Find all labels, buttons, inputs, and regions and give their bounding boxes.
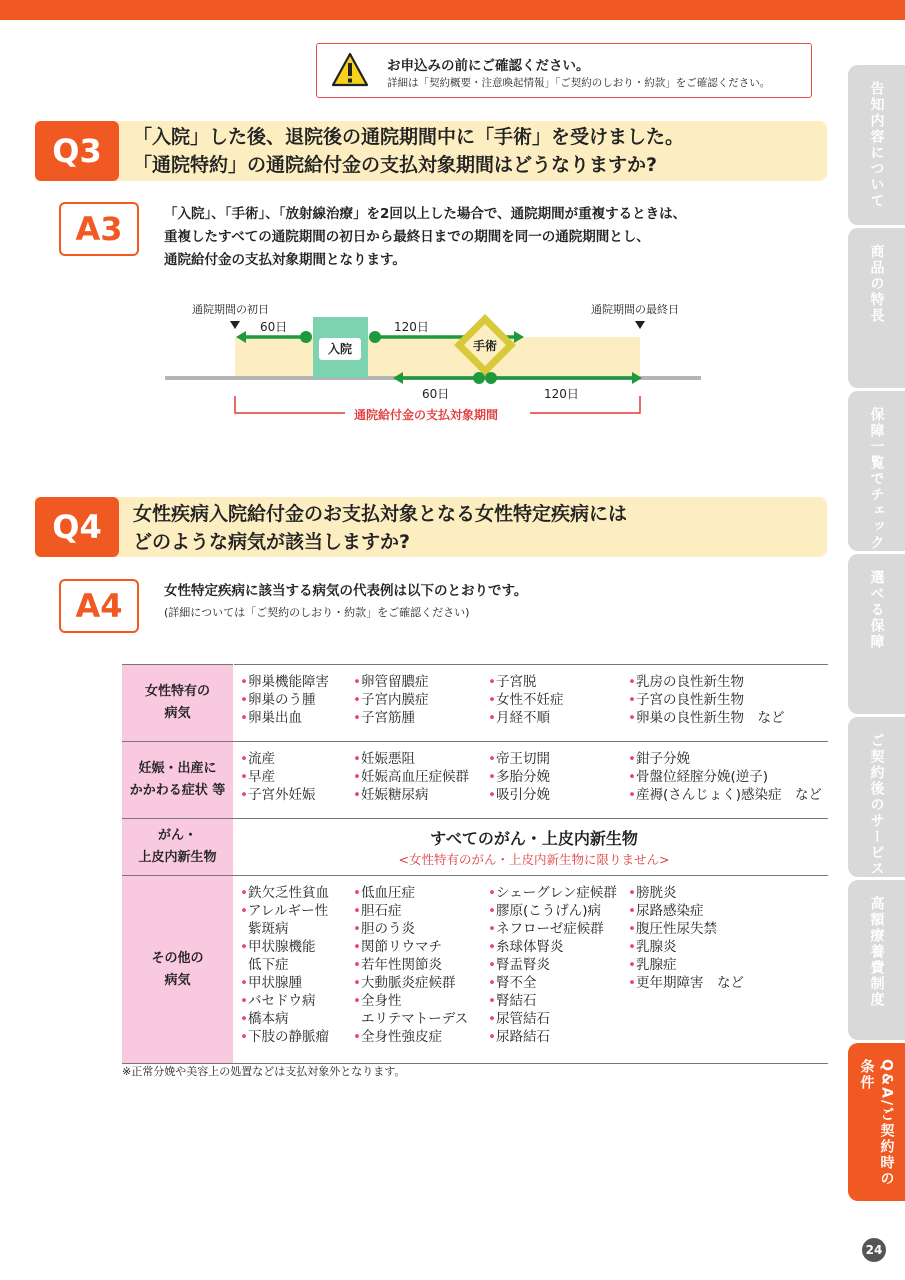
list-item: •卵巣機能障害 — [240, 674, 329, 690]
notice-box — [316, 43, 812, 98]
tab-product-features[interactable]: 商品の特長 — [848, 228, 905, 388]
row-cells — [234, 876, 829, 1064]
tab-post-contract-services[interactable]: ご契約後のサービス — [848, 717, 905, 877]
cancer-all-label: すべてのがん・上皮内新生物 — [430, 829, 638, 848]
list-item: •全身性強皮症 — [353, 1029, 442, 1045]
last-day-marker — [635, 321, 645, 329]
q3-line2: 「通院特約」の通院給付金の支払対象期間はどうなりますか? — [133, 154, 658, 176]
tab-qa-conditions[interactable]: Q&A/ご契約時の条件 — [848, 1043, 905, 1201]
warning-icon — [331, 52, 369, 88]
payment-period-label: 通院給付金の支払対象期間 — [354, 408, 499, 422]
list-item: •腎不全 — [488, 975, 537, 991]
list-item: •子宮筋腫 — [353, 710, 415, 726]
bottom-60-label: 60日 — [422, 387, 450, 401]
list-item: •低血圧症 — [353, 885, 415, 901]
tab-coverage-list[interactable]: 保障一覧でチェック — [848, 391, 905, 551]
a3-line3: 通院給付金の支払対象期間となります。 — [164, 252, 406, 268]
payment-period-bracket — [235, 396, 345, 413]
row-cells — [234, 819, 829, 876]
q4-line2: どのような病気が該当しますか? — [133, 531, 411, 553]
list-item: •子宮内膜症 — [353, 692, 429, 708]
list-item: •流産 — [240, 751, 275, 767]
list-item: •全身性 — [353, 993, 402, 1009]
q4-badge: Q4 — [35, 497, 119, 557]
list-item: •ネフローゼ症候群 — [488, 921, 604, 937]
list-item: •尿路感染症 — [628, 903, 704, 919]
list-item: •下肢の静脈瘤 — [240, 1029, 329, 1045]
footnote: ※正常分娩や美容上の処置などは支払対象外となります。 — [122, 1065, 406, 1078]
list-item: •腎結石 — [488, 993, 537, 1009]
a3-line1: 「入院」、「手術」、「放射線治療」を2回以上した場合で、通院期間が重複するときは、 — [164, 206, 687, 222]
table-row — [122, 819, 828, 876]
cancer-note: <女性特有のがん・上皮内新生物に限りません> — [398, 852, 670, 867]
tab-high-cost-medical[interactable]: 高額療養費制度 — [848, 880, 905, 1040]
q4-bar — [35, 497, 827, 557]
row-cells — [234, 742, 829, 819]
list-item: •大動脈炎症候群 — [353, 975, 456, 991]
list-item: •更年期障害 など — [628, 975, 744, 991]
list-item: •子宮脱 — [488, 674, 537, 690]
q3-badge: Q3 — [35, 121, 119, 181]
bottom-120-label: 120日 — [544, 387, 579, 401]
list-item: •卵巣の良性新生物 など — [628, 710, 785, 726]
list-item: •バセドウ病 — [240, 993, 316, 1009]
page-number: 24 — [862, 1238, 886, 1262]
a4-line1: 女性特定疾病に該当する病気の代表例は以下のとおりです。 — [164, 583, 528, 599]
tab-disclosure[interactable]: 告知内容について — [848, 65, 905, 225]
list-item: •女性不妊症 — [488, 692, 564, 708]
hospital-label: 入院 — [319, 338, 361, 360]
a4-badge: A4 — [59, 579, 139, 633]
list-item: •早産 — [240, 769, 275, 785]
list-item-continued: 紫斑病 — [248, 921, 289, 937]
a3-line2: 重複したすべての通院期間の初日から最終日までの期間を同一の通院期間とし、 — [164, 229, 650, 245]
list-item-continued: 低下症 — [248, 957, 289, 973]
list-item: •シェーグレン症候群 — [488, 885, 617, 901]
list-item: •産褥(さんじょく)感染症 など — [628, 787, 823, 803]
list-item: •アレルギー性 — [240, 903, 329, 919]
list-item: •膀胱炎 — [628, 885, 677, 901]
row-header-pregnancy: 妊娠・出産に かかわる症状 等 — [122, 742, 234, 819]
list-item: •鉄欠乏性貧血 — [240, 885, 329, 901]
list-item: •帝王切開 — [488, 751, 550, 767]
table-row — [122, 876, 828, 1064]
list-item: •甲状腺腫 — [240, 975, 302, 991]
notice-title: お申込みの前にご確認ください。 — [387, 58, 590, 74]
list-item: •妊娠高血圧症候群 — [353, 769, 469, 785]
row-cells — [234, 665, 829, 742]
a4-note: (詳細については「ご契約のしおり・約款」をご確認ください) — [164, 606, 470, 619]
list-item: •腎盂腎炎 — [488, 957, 550, 973]
list-item: •子宮の良性新生物 — [628, 692, 744, 708]
list-item: •橋本病 — [240, 1011, 289, 1027]
list-item: •乳腺症 — [628, 957, 677, 973]
list-item: •腹圧性尿失禁 — [628, 921, 717, 937]
first-day-label: 通院期間の初日 — [192, 303, 269, 316]
list-item: •尿路結石 — [488, 1029, 550, 1045]
top-60-label: 60日 — [260, 320, 288, 334]
table-row — [122, 742, 828, 819]
list-item: •多胎分娩 — [488, 769, 550, 785]
list-item: •卵巣のう腫 — [240, 692, 316, 708]
surgery-label: 手術 — [472, 339, 497, 353]
outpatient-period-diagram — [160, 295, 705, 425]
top-120-label: 120日 — [394, 320, 429, 334]
list-item: •尿管結石 — [488, 1011, 550, 1027]
q3-line1: 「入院」した後、退院後の通院期間中に「手術」を受けました。 — [133, 126, 685, 148]
list-item: •月経不順 — [488, 710, 550, 726]
notice-detail: 詳細は「契約概要・注意喚起情報」「ご契約のしおり・約款」をご確認ください。 — [387, 77, 771, 89]
q3-bar — [35, 121, 827, 181]
list-item: •卵巣出血 — [240, 710, 302, 726]
list-item: •妊娠悪阻 — [353, 751, 415, 767]
table-row — [122, 665, 828, 742]
row-header-female-specific: 女性特有の 病気 — [122, 665, 234, 742]
list-item: •糸球体腎炎 — [488, 939, 564, 955]
list-item: •胆石症 — [353, 903, 402, 919]
row-header-cancer: がん・ 上皮内新生物 — [122, 819, 234, 876]
list-item: •鉗子分娩 — [628, 751, 690, 767]
top-accent-bar — [0, 0, 905, 20]
first-day-marker — [230, 321, 240, 329]
list-item: •膠原(こうげん)病 — [488, 903, 602, 919]
list-item: •胆のう炎 — [353, 921, 415, 937]
list-item-continued: エリテマトーデス — [361, 1011, 469, 1027]
tab-selectable-coverage[interactable]: 選べる保障 — [848, 554, 905, 714]
list-item: •子宮外妊娠 — [240, 787, 316, 803]
list-item: •若年性関節炎 — [353, 957, 442, 973]
list-item: •妊娠糖尿病 — [353, 787, 429, 803]
a3-badge: A3 — [59, 202, 139, 256]
last-day-label: 通院期間の最終日 — [591, 303, 679, 316]
row-header-other: その他の 病気 — [122, 876, 234, 1064]
list-item: •吸引分娩 — [488, 787, 550, 803]
outpatient-period-band — [235, 337, 640, 377]
list-item: •甲状腺機能 — [240, 939, 316, 955]
female-disease-table — [122, 664, 828, 1064]
list-item: •関節リウマチ — [353, 939, 442, 955]
list-item: •乳腺炎 — [628, 939, 677, 955]
list-item: •卵管留膿症 — [353, 674, 429, 690]
list-item: •乳房の良性新生物 — [628, 674, 744, 690]
list-item: •骨盤位経腟分娩(逆子) — [628, 769, 769, 785]
q4-line1: 女性疾病入院給付金のお支払対象となる女性特定疾病には — [133, 503, 628, 525]
